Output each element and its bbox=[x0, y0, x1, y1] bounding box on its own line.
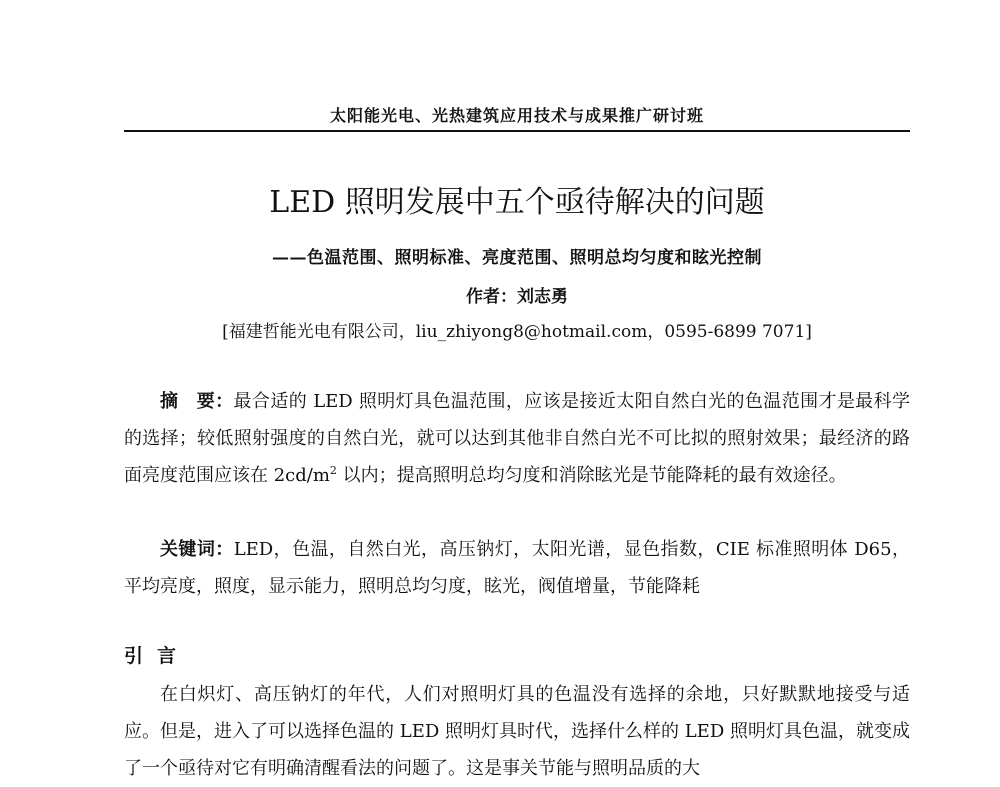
abstract-text: 最合适的 LED 照明灯具色温范围，应该是接近太阳自然白光的色温范围才是最科学的选择；较低照射强度的自然白光，就可以达到其他非自然白光不可比拟的照射效果；最经济的路面亮度范围应该在 2cd/m bbox=[124, 391, 911, 486]
abstract-text-end: 以内；提高照明总均匀度和消除眩光是节能降耗的最有效途径。 bbox=[336, 465, 847, 486]
header-rule bbox=[124, 130, 910, 132]
affiliation-line: [福建哲能光电有限公司，liu_zhiyong8@hotmail.com，0595-6899 7071] bbox=[222, 322, 812, 342]
keywords-text: LED，色温，自然白光，高压钠灯，太阳光谱，显色指数，CIE 标准照明体 D65，平均亮度，照度，显示能力，照明总均匀度，眩光，阀值增量，节能降耗 bbox=[124, 539, 911, 597]
article-subtitle: ——色温范围、照明标准、亮度范围、照明总均匀度和眩光控制 bbox=[272, 248, 762, 268]
introduction-paragraph: 在白炽灯、高压钠灯的年代，人们对照明灯具的色温没有选择的余地，只好默默地接受与适应。但是，进入了可以选择色温的 LED 照明灯具时代，选择什么样的 LED 照明灯具色温，就变成了一个亟待对它有明确清醒看法的问题了。这是事关节能与照明品质的大 bbox=[124, 684, 910, 779]
keywords-paragraph bbox=[124, 531, 910, 605]
running-header: 太阳能光电、光热建筑应用技术与成果推广研讨班 bbox=[329, 106, 704, 125]
section-heading-introduction: 引言 bbox=[124, 645, 191, 667]
abstract-superscript: 2 bbox=[329, 464, 337, 477]
author-line: 作者：刘志勇 bbox=[466, 287, 568, 307]
keywords-label: 关键词： bbox=[160, 539, 234, 560]
abstract-paragraph bbox=[124, 383, 910, 494]
abstract-label: 摘 要： bbox=[160, 391, 234, 412]
article-title: LED 照明发展中五个亟待解决的问题 bbox=[269, 185, 765, 220]
